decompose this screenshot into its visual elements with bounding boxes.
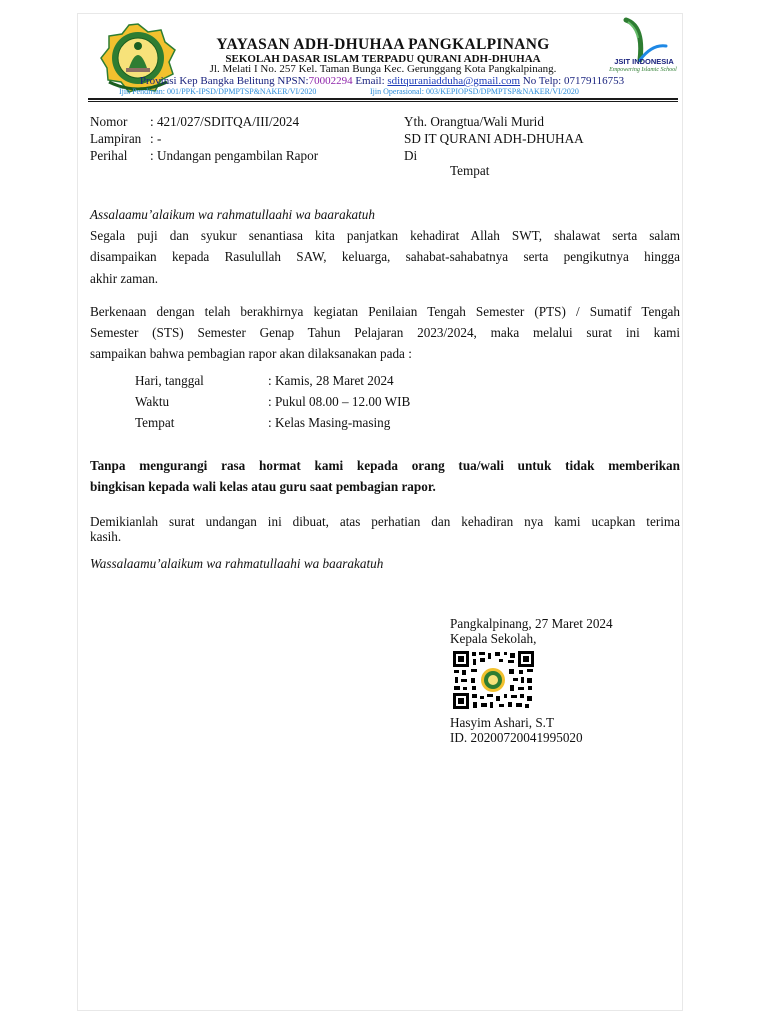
paragraph-1-line3: akhir zaman. — [90, 271, 159, 286]
phone: No Telp: 07179116753 — [522, 75, 625, 87]
signatory-name: Hasyim Ashari, S.T — [450, 715, 555, 730]
email-label: Email: — [355, 75, 385, 87]
perihal-label: Perihal — [90, 148, 128, 163]
permit-founding: Ijin Pendirian: 001/PPK-IPSD/DPMPTSP&NAKER/VI/2020 — [119, 87, 317, 96]
npsn-value: 70002294 — [308, 75, 353, 87]
npsn-label: NPSN: — [277, 75, 309, 87]
detail-label-date: Hari, tanggal — [135, 373, 204, 388]
foundation-name: YAYASAN ADH-DHUHAA PANGKALPINANG — [216, 36, 550, 53]
paragraph-2-line3: sampaikan bahwa pembagian rapor akan dilaksanakan pada : — [90, 346, 412, 361]
header-divider-thin — [88, 101, 678, 102]
greeting: Assalaamu’alaikum wa rahmatullaahi wa baarakatuh — [90, 207, 375, 222]
nomor-label: Nomor — [90, 114, 128, 129]
permit-operational: Ijin Operasional: 003/KEPIOPSD/DPMPTSP&NAKER/VI/2020 — [370, 87, 579, 96]
detail-value-place: : Kelas Masing-masing — [268, 415, 391, 430]
lampiran-label: Lampiran — [90, 131, 142, 146]
paragraph-2-line1: Berkenaan dengan telah berakhirnya kegiatan Penilaian Tengah Semester (PTS) / Sumatif Tengah — [90, 304, 680, 319]
paragraph-1-line2: disampaikan kepada Rasulullah SAW, keluarga, sahabat-sahabatnya serta pengikutnya hingga — [90, 249, 680, 264]
perihal-value: : Undangan pengambilan Rapor — [150, 148, 319, 163]
jsit-logo-tagline: Empowering Islamic School — [609, 67, 677, 73]
jsit-logo-title: JSIT INDONESIA — [614, 57, 674, 66]
signature-place-date: Pangkalpinang, 27 Maret 2024 — [450, 616, 613, 631]
lampiran-value: : - — [150, 131, 162, 146]
detail-label-time: Waktu — [135, 394, 170, 409]
school-address: Jl. Melati I No. 257 Kel. Taman Bunga Kec. Gerunggang Kota Pangkalpinang. — [209, 63, 557, 75]
signature-position: Kepala Sekolah, — [450, 631, 537, 646]
school-name: SEKOLAH DASAR ISLAM TERPADU QURANI ADH-DHUHAA — [225, 53, 541, 65]
closing-line2: kasih. — [90, 529, 122, 544]
recipient-line4: Tempat — [450, 163, 490, 178]
signature-qr-code — [453, 651, 534, 709]
notice-line2: bingkisan kepada wali kelas atau guru saat pembagian rapor. — [90, 479, 436, 494]
paragraph-1-line1: Segala puji dan syukur senantiasa kita panjatkan kehadirat Allah SWT, shalawat serta salam — [90, 228, 680, 243]
detail-value-date: : Kamis, 28 Maret 2024 — [268, 373, 394, 388]
detail-value-time: : Pukul 08.00 – 12.00 WIB — [268, 394, 411, 409]
recipient-line3: Di — [404, 148, 418, 163]
paragraph-2-line2: Semester (STS) Semester Genap Tahun Pelajaran 2023/2024, maka melalui surat ini kami — [90, 325, 680, 340]
recipient-line1: Yth. Orangtua/Wali Murid — [404, 114, 544, 129]
signatory-id: ID. 20200720041995020 — [450, 730, 583, 745]
email-link[interactable]: sditquraniadduha@gmail.com — [387, 75, 521, 87]
header-divider — [88, 98, 678, 100]
nomor-value: : 421/027/SDITQA/III/2024 — [150, 114, 300, 129]
closing-line1: Demikianlah surat undangan ini dibuat, atas perhatian dan kehadiran nya kami ucapkan terima — [90, 514, 680, 529]
contact-line — [96, 75, 668, 87]
detail-label-place: Tempat — [135, 415, 175, 430]
province: Provinsi Kep Bangka Belitung — [139, 75, 275, 87]
recipient-line2: SD IT QURANI ADH-DHUHAA — [404, 131, 584, 146]
notice-line1: Tanpa mengurangi rasa hormat kami kepada orang tua/wali untuk tidak memberikan — [90, 458, 680, 473]
farewell: Wassalaamu’alaikum wa rahmatullaahi wa baarakatuh — [90, 556, 384, 571]
